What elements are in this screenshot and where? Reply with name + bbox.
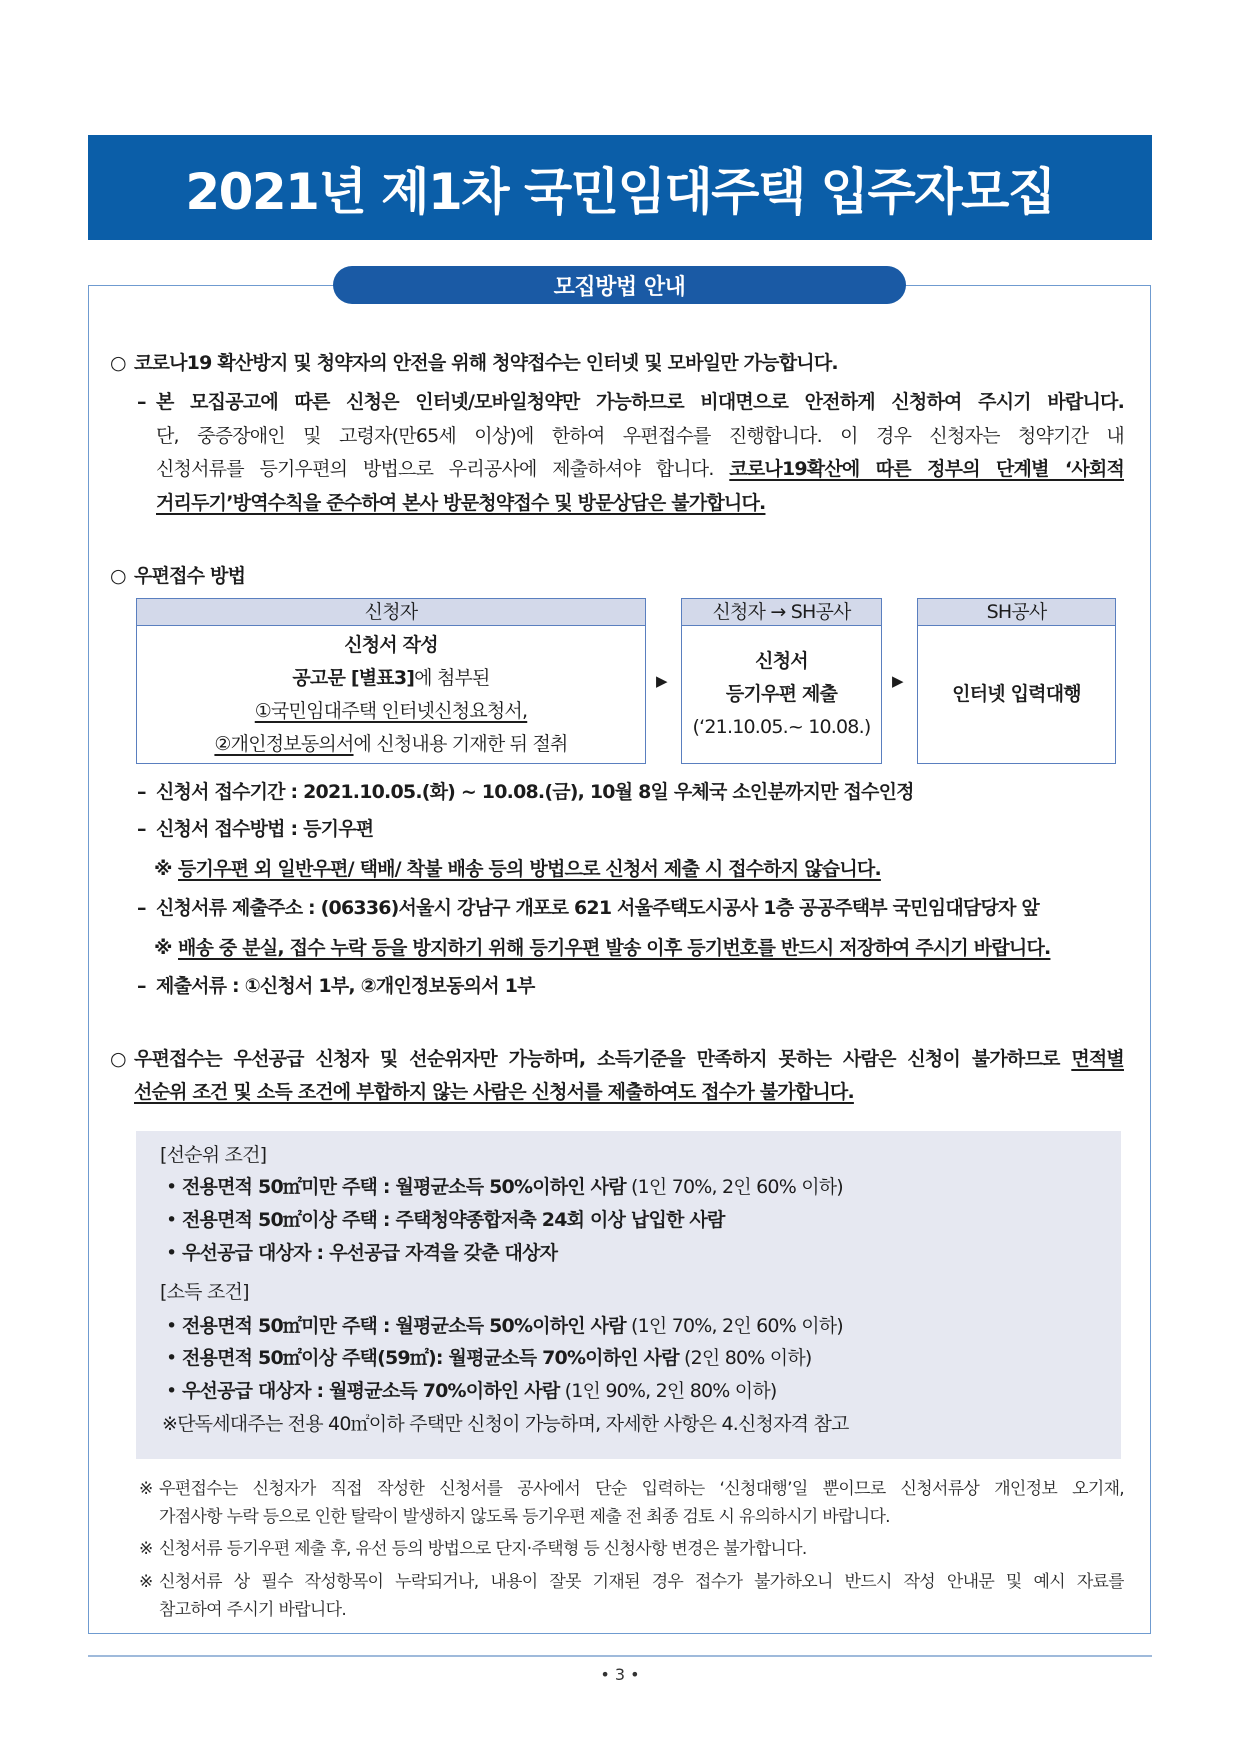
detail-mark: ※ xyxy=(154,937,173,959)
condition-bullet: • xyxy=(166,1242,177,1264)
note-mark: ※ xyxy=(139,1479,154,1499)
flow-step-text: 에 신청내용 기재한 뒤 절취 xyxy=(353,732,568,755)
condition-item: 우선공급 대상자 : 우선공급 자격을 갖춘 대상자 xyxy=(182,1242,558,1264)
flow-step-underlined-text: ②개인정보동의서 xyxy=(214,732,354,755)
flow-step-bold-text: 공고문 [별표3] xyxy=(292,666,415,689)
detail-mark: – xyxy=(137,818,147,840)
eligibility-emphasis: 면적별 xyxy=(1071,1048,1124,1070)
condition-main: 전용면적 50㎡미만 주택 : 월평균소득 50%이하인 사람 xyxy=(182,1315,626,1337)
postal-bullet: ○ xyxy=(110,565,127,587)
condition-item xyxy=(182,1376,1112,1406)
note-line: 신청서류 상 필수 작성항목이 누락되거나, 내용이 잘못 기재된 경우 접수가 불가하오니 반드시 작성 안내문 및 예시 자료를 xyxy=(159,1572,1124,1592)
flow-step-line xyxy=(214,728,567,761)
flow-step-line: 등기우편 제출 xyxy=(725,683,838,705)
flow-step-applicant xyxy=(136,598,646,764)
flow-step-header: SH공사 xyxy=(917,598,1116,626)
detail-tracking xyxy=(178,933,1124,963)
flow-step-line: (‘21.10.05.~ 10.08.) xyxy=(692,716,871,738)
page-title: 2021년 제1차 국민임대주택 입주자모집 xyxy=(185,162,1055,221)
condition-item xyxy=(182,1311,1112,1341)
eligibility-emphasis: 선순위 조건 및 소득 조건에 부합하지 않는 사람은 신청서를 제출하여도 접수가 불가합니다. xyxy=(134,1081,854,1103)
condition-bullet: • xyxy=(166,1380,177,1402)
condition-bullet: • xyxy=(166,1176,177,1198)
detail-mark: – xyxy=(137,781,147,803)
notice-headline: 코로나19 확산방지 및 청약자의 안전을 위해 청약접수는 인터넷 및 모바일만 가능합니다. xyxy=(134,352,838,374)
flow-step-mail xyxy=(681,598,882,764)
condition-item xyxy=(182,1343,1112,1373)
detail-mark: – xyxy=(137,975,147,997)
flow-arrow-icon: ▶ xyxy=(656,672,668,690)
detail-warning-text: 등기우편 외 일반우편/ 택배/ 착불 배송 등의 방법으로 신청서 제출 시 접수하지 않습니다. xyxy=(178,858,881,880)
priority-title: [선순위 조건] xyxy=(160,1144,267,1166)
eligibility-line-1 xyxy=(134,1044,1124,1074)
detail-mark: – xyxy=(137,897,147,919)
detail-tracking-text: 배송 중 분실, 접수 누락 등을 방지하기 위해 등기우편 발송 이후 등기번호를 반드시 저장하여 주시기 바랍니다. xyxy=(178,937,1051,959)
flow-step-line xyxy=(292,662,489,695)
condition-item: 전용면적 50㎡이상 주택 : 주택청약종합저축 24회 이상 납입한 사람 xyxy=(182,1209,725,1231)
postal-heading: 우편접수 방법 xyxy=(134,565,246,587)
notice-line-1: 본 모집공고에 따른 신청은 인터넷/모바일청약만 가능하므로 비대면으로 안전하게 신청하여 주시기 바랍니다. xyxy=(156,391,1124,413)
notice-line-3 xyxy=(156,454,1124,484)
flow-step-body xyxy=(917,626,1116,764)
condition-note: (1인 70%, 2인 60% 이하) xyxy=(631,1176,843,1198)
flow-step-text: 에 첨부된 xyxy=(414,666,490,689)
detail-mark: ※ xyxy=(154,858,173,880)
section-pill xyxy=(333,266,906,304)
eligibility-line-2 xyxy=(134,1077,1124,1107)
detail-method: 신청서 접수방법 : 등기우편 xyxy=(156,818,374,840)
condition-bullet: • xyxy=(166,1347,177,1369)
note-line: 가점사항 누락 등으로 인한 탈락이 발생하지 않도록 등기우편 제출 전 최종 검토 시 유의하시기 바랍니다. xyxy=(159,1507,890,1527)
flow-step-header: 신청자 → SH공사 xyxy=(681,598,882,626)
condition-main: 우선공급 대상자 : 월평균소득 70%이하인 사람 xyxy=(182,1380,560,1402)
flow-arrow-icon: ▶ xyxy=(892,672,904,690)
note-line: 참고하여 주시기 바랍니다. xyxy=(159,1600,347,1620)
flow-step-sh xyxy=(917,598,1116,764)
notice-line-3-text: 신청서류를 등기우편의 방법으로 우리공사에 제출하셔야 합니다. xyxy=(156,458,714,480)
detail-address: 신청서류 제출주소 : (06336)서울시 강남구 개포로 621 서울주택도시공사 1층 공공주택부 국민임대담당자 앞 xyxy=(156,897,1039,919)
note-mark: ※ xyxy=(139,1539,154,1559)
flow-step-body xyxy=(136,626,646,764)
section-title: 모집방법 안내 xyxy=(553,274,686,300)
notice-bullet: ○ xyxy=(110,352,127,374)
notice-line-3-emphasis: 코로나19확산에 따른 정부의 단계별 ‘사회적 xyxy=(729,458,1124,480)
note-mark: ※ xyxy=(139,1572,154,1592)
note-line: 신청서류 등기우편 제출 후, 유선 등의 방법으로 단지·주택형 등 신청사항 변경은 불가합니다. xyxy=(159,1539,807,1559)
title-banner xyxy=(88,135,1152,240)
condition-note: (1인 70%, 2인 60% 이하) xyxy=(631,1315,843,1337)
notice-line-4-emphasis: 거리두기’방역수칙을 준수하여 본사 방문청약접수 및 방문상담은 불가합니다. xyxy=(156,492,766,514)
condition-main: 전용면적 50㎡미만 주택 : 월평균소득 50%이하인 사람 xyxy=(182,1176,626,1198)
page-number: • 3 • xyxy=(600,1665,640,1684)
condition-bullet: • xyxy=(166,1315,177,1337)
flow-step-line: 인터넷 입력대행 xyxy=(952,683,1081,705)
flow-step-header: 신청자 xyxy=(136,598,646,626)
detail-period: 신청서 접수기간 : 2021.10.05.(화) ~ 10.08.(금), 10월 8일 우체국 소인분까지만 접수인정 xyxy=(156,781,914,803)
note-line: 우편접수는 신청자가 직접 작성한 신청서를 공사에서 단순 입력하는 ‘신청대행’일 뿐이므로 신청서류상 개인정보 오기재, xyxy=(159,1479,1124,1499)
conditions-footnote: ※단독세대주는 전용 40㎡이하 주택만 신청이 가능하며, 자세한 사항은 4.신청자격 참고 xyxy=(162,1413,849,1435)
condition-note: (2인 80% 이하) xyxy=(684,1347,812,1369)
detail-warning xyxy=(178,854,1124,884)
condition-main: 전용면적 50㎡이상 주택(59㎡): 월평균소득 70%이하인 사람 xyxy=(182,1347,679,1369)
eligibility-bullet: ○ xyxy=(110,1048,127,1070)
detail-documents: 제출서류 : ①신청서 1부, ②개인정보동의서 1부 xyxy=(156,975,535,997)
flow-step-body xyxy=(681,626,882,764)
condition-item xyxy=(182,1172,1112,1202)
footer-rule xyxy=(88,1655,1152,1657)
income-title: [소득 조건] xyxy=(160,1281,249,1303)
condition-note: (1인 90%, 2인 80% 이하) xyxy=(564,1380,777,1402)
notice-line-4 xyxy=(156,488,1124,518)
condition-bullet: • xyxy=(166,1209,177,1231)
flow-step-line: ①국민임대주택 인터넷신청요청서, xyxy=(254,699,528,722)
flow-step-line: 신청서 작성 xyxy=(344,633,438,656)
notice-line-2: 단, 중증장애인 및 고령자(만65세 이상)에 한하여 우편접수를 진행합니다. 이 경우 신청자는 청약기간 내 xyxy=(156,425,1124,447)
flow-step-line: 신청서 xyxy=(755,650,808,672)
notice-dash: – xyxy=(137,391,147,413)
eligibility-text: 우편접수는 우선공급 신청자 및 선순위자만 가능하며, 소득기준을 만족하지 못하는 사람은 신청이 불가하므로 xyxy=(134,1048,1060,1070)
